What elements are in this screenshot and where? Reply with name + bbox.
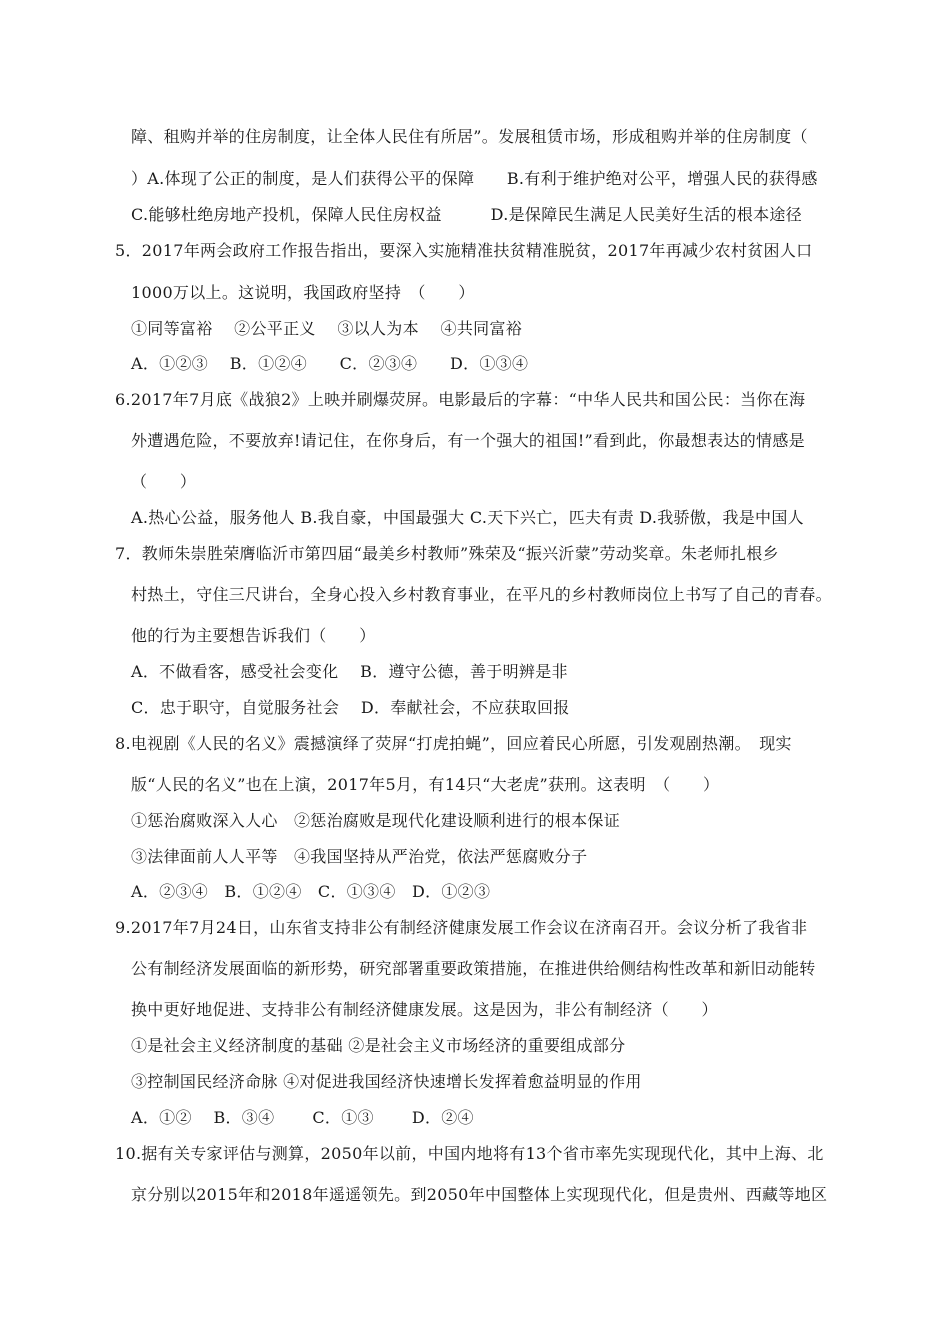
options-line: ①同等富裕 ②公平正义 ③以人为本 ④共同富裕 — [131, 319, 523, 338]
question-8: 8.电视剧《人民的名义》震撼演绎了荧屏“打虎拍蝇”，回应着民心所愿，引发观剧热潮。 现实 — [115, 734, 792, 753]
question-10: 10.据有关专家评估与测算，2050年以前，中国内地将有13个省市率先实现现代化，其中上海、北 — [115, 1144, 824, 1163]
options-line: ③法律面前人人平等 ④我国坚持从严治党，依法严惩腐败分子 — [131, 847, 588, 866]
text-line: 村热土，守住三尺讲台，全身心投入乡村教育事业，在平凡的乡村教师岗位上书写了自己的青春。 — [131, 585, 832, 604]
options-line: ①是社会主义经济制度的基础 ②是社会主义市场经济的重要组成部分 — [131, 1036, 626, 1055]
options-line: ③控制国民经济命脉 ④对促进我国经济快速增长发挥着愈益明显的作用 — [131, 1072, 642, 1091]
text-line: 京分别以2015年和2018年遥遥领先。到2050年中国整体上实现现代化，但是贵州、西藏等地区 — [131, 1185, 828, 1204]
options-line: ①惩治腐败深入人心 ②惩治腐败是现代化建设顺利进行的根本保证 — [131, 811, 621, 830]
text-line: （ ） — [131, 472, 197, 491]
text-line: 换中更好地促进、支持非公有制经济健康发展。这是因为，非公有制经济（ ） — [131, 1000, 718, 1019]
question-5: 5．2017年两会政府工作报告指出，要深入实施精准扶贫精准脱贫，2017年再减少农村贫困人口 — [115, 241, 813, 260]
question-9: 9.2017年7月24日，山东省支持非公有制经济健康发展工作会议在济南召开。会议分析了我省非 — [115, 918, 808, 937]
answer-choices: A．不做看客，感受社会变化 B．遵守公德，善于明辨是非 — [131, 662, 568, 681]
answer-choices: C．忠于职守，自觉服务社会 D．奉献社会，不应获取回报 — [131, 698, 570, 717]
text-line: 1000万以上。这说明，我国政府坚持 （ ） — [131, 283, 475, 302]
text-line: ）A.体现了公正的制度，是人们获得公平的保障 B.有利于维护绝对公平，增强人民的获得感 — [131, 169, 818, 188]
question-6: 6.2017年7月底《战狼2》上映并刷爆荧屏。电影最后的字幕：“中华人民共和国公民：当你在海 — [115, 390, 806, 409]
answer-choices: A．②③④ B．①②④ C．①③④ D．①②③ — [131, 882, 491, 901]
text-line: 障、租购并举的住房制度，让全体人民住有所居”。发展租赁市场，形成租购并举的住房制度（ — [131, 127, 808, 146]
answer-choices: A.热心公益，服务他人 B.我自豪，中国最强大 C.天下兴亡，匹夫有责 D.我骄傲，我是中国人 — [131, 508, 804, 527]
text-line: 公有制经济发展面临的新形势，研究部署重要政策措施，在推进供给侧结构性改革和新旧动能转 — [131, 959, 816, 978]
text-line: 他的行为主要想告诉我们（ ） — [131, 626, 376, 645]
question-7: 7．教师朱崇胜荣膺临沂市第四届“最美乡村教师”殊荣及“振兴沂蒙”劳动奖章。朱老师扎根乡 — [115, 544, 779, 563]
text-line: 外遭遇危险，不要放弃!请记住，在你身后，有一个强大的祖国!”看到此，你最想表达的情感是 — [131, 431, 805, 450]
answer-choices: A．①②③ B．①②④ C．②③④ D．①③④ — [131, 354, 529, 373]
text-line: C.能够杜绝房地产投机，保障人民住房权益 D.是保障民生满足人民美好生活的根本途径 — [131, 205, 803, 224]
answer-choices: A．①② B．③④ C．①③ D．②④ — [131, 1108, 474, 1127]
text-line: 版“人民的名义”也在上演，2017年5月，有14只“大老虎”获刑。这表明 （ ） — [131, 775, 720, 794]
